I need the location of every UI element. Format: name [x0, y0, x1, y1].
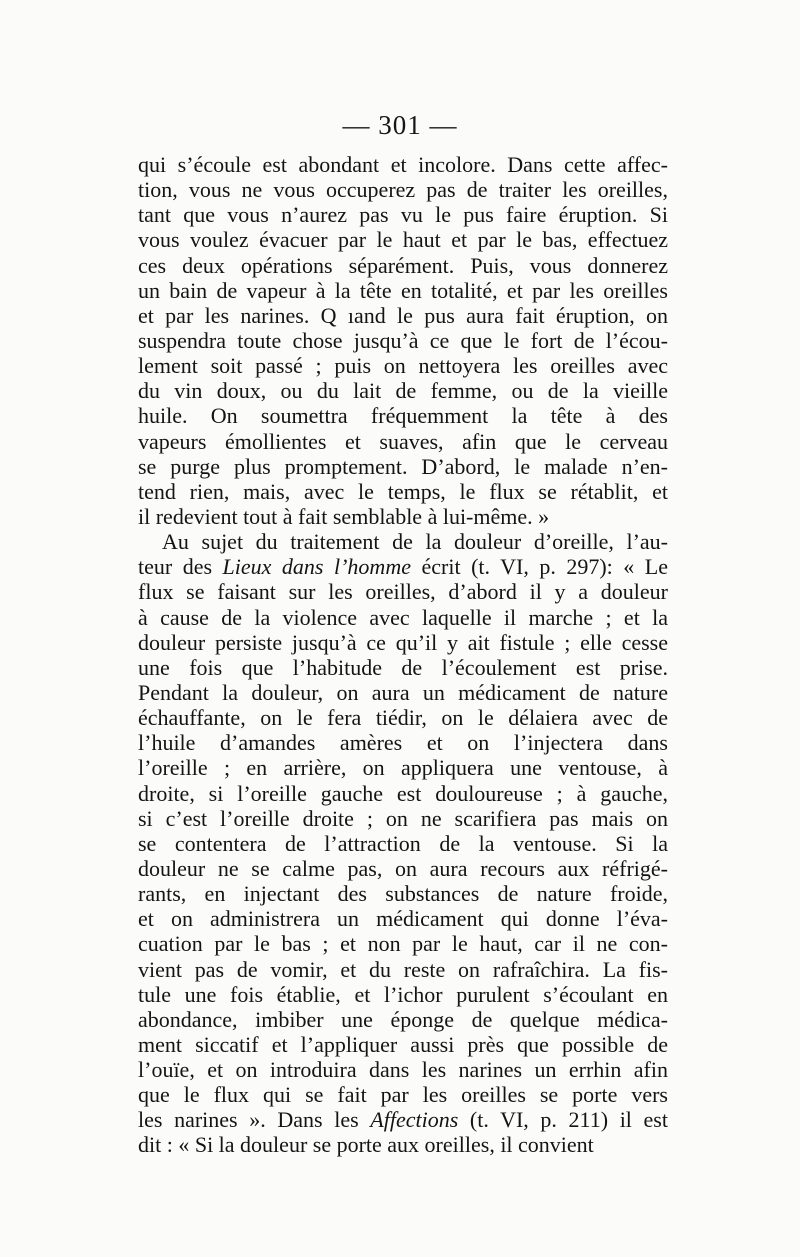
text-line — [138, 856, 668, 881]
text-line — [138, 931, 668, 956]
text-line — [138, 630, 668, 655]
text-segment: et on administrera un médicament qui donne l’éva- — [138, 906, 668, 932]
text-segment: douleur persiste jusqu’à ce qu’il y ait fistule ; elle cesse — [138, 629, 668, 655]
text-segment: tion, vous ne vous occuperez pas de traiter les oreilles, — [138, 177, 668, 203]
text-line — [138, 982, 668, 1007]
text-segment: à cause de la violence avec laquelle il marche ; et la — [138, 604, 668, 630]
text-line — [138, 906, 668, 931]
text-segment: vous voulez évacuer par le haut et par le bas, effectuez — [138, 227, 668, 253]
text-segment: lement soit passé ; puis on nettoyera les oreilles avec — [138, 353, 668, 379]
text-segment: se purge plus promptement. D’abord, le malade n’en- — [138, 453, 668, 479]
text-segment: l’oreille ; en arrière, on appliquera une ventouse, à — [138, 755, 668, 781]
italic-title: Affections — [370, 1107, 459, 1133]
text-segment: suspendra toute chose jusqu’à ce que le fort de l’écou- — [138, 327, 668, 353]
text-line — [138, 504, 668, 529]
text-segment: l’huile d’amandes amères et on l’injectera dans — [138, 730, 668, 756]
text-segment: abondance, imbiber une éponge de quelque médica- — [138, 1006, 668, 1032]
text-line — [138, 579, 668, 604]
text-line — [138, 529, 668, 554]
text-segment: Au sujet du traitement de la douleur d’oreille, l’au- — [162, 529, 668, 555]
text-segment: tant que vous n’aurez pas vu le pus faire éruption. Si — [138, 202, 668, 228]
text-segment: flux se faisant sur les oreilles, d’abord il y a douleur — [138, 579, 668, 605]
page-number: — 301 — — [342, 110, 458, 140]
text-line — [138, 1132, 668, 1157]
text-line — [138, 479, 668, 504]
text-line — [138, 429, 668, 454]
text-line — [138, 1082, 668, 1107]
text-segment: si c’est l’oreille droite ; on ne scarifiera pas mais on — [138, 805, 668, 831]
text-segment: cuation par le bas ; et non par le haut, car il ne con- — [138, 931, 668, 957]
text-line — [138, 1032, 668, 1057]
text-segment: que le flux qui se fait par les oreilles se porte vers — [138, 1082, 668, 1108]
text-segment: rants, en injectant des substances de nature froide, — [138, 881, 668, 907]
text-segment: un bain de vapeur à la tête en totalité, et par les oreilles — [138, 277, 668, 303]
text-segment: (t. VI, p. 211) il est — [458, 1107, 668, 1133]
text-line — [138, 1057, 668, 1082]
text-segment: dit : « Si la douleur se porte aux oreilles, il convient — [138, 1132, 594, 1158]
text-segment: ces deux opérations séparément. Puis, vous donnerez — [138, 252, 668, 278]
text-line — [138, 605, 668, 630]
text-line — [138, 454, 668, 479]
text-line — [138, 831, 668, 856]
text-segment: qui s’écoule est abondant et incolore. Dans cette affec- — [138, 152, 668, 177]
italic-title: Lieux dans l’homme — [222, 554, 411, 580]
text-line — [138, 253, 668, 278]
text-line — [138, 1007, 668, 1032]
text-line — [138, 781, 668, 806]
text-line — [138, 202, 668, 227]
text-line — [138, 554, 668, 579]
text-segment: ment siccatif et l’appliquer aussi près que possible de — [138, 1031, 668, 1057]
text-segment: Pendant la douleur, on aura un médicament de nature — [138, 679, 668, 705]
text-segment: vapeurs émollientes et suaves, afin que le cerveau — [138, 428, 668, 454]
text-segment: échauffante, on le fera tiédir, on le délaiera avec de — [138, 705, 668, 731]
text-segment: vient pas de vomir, et du reste on rafraîchira. La fis- — [138, 956, 668, 982]
text-line — [138, 303, 668, 328]
text-line — [138, 957, 668, 982]
text-line — [138, 755, 668, 780]
text-line — [138, 806, 668, 831]
text-segment: se contentera de l’attraction de la ventouse. Si la — [138, 830, 668, 856]
text-segment: du vin doux, ou du lait de femme, ou de la vieille — [138, 378, 668, 404]
text-segment: écrit (t. VI, p. 297): « Le — [410, 554, 669, 580]
text-segment: tule une fois établie, et l’ichor purulent s’écoulant en — [138, 981, 668, 1007]
text-segment: droite, si l’oreille gauche est douloureuse ; à gauche, — [138, 780, 668, 806]
text-line — [138, 328, 668, 353]
body-text — [138, 152, 668, 1158]
text-segment: les narines ». Dans les — [138, 1107, 371, 1133]
text-segment: tend rien, mais, avec le temps, le flux se rétablit, et — [138, 478, 668, 504]
text-line — [138, 378, 668, 403]
text-segment: teur des — [138, 554, 223, 580]
text-segment: et par les narines. Q ıand le pus aura fait éruption, on — [138, 302, 668, 328]
text-line — [138, 881, 668, 906]
text-line — [138, 227, 668, 252]
text-segment: douleur ne se calme pas, on aura recours aux réfrigé- — [138, 855, 668, 881]
text-line — [138, 152, 668, 177]
text-line — [138, 730, 668, 755]
text-line — [138, 353, 668, 378]
text-segment: une fois que l’habitude de l’écoulement est prise. — [138, 654, 668, 680]
text-line — [138, 278, 668, 303]
text-line — [138, 177, 668, 202]
text-line — [138, 680, 668, 705]
text-line — [138, 655, 668, 680]
text-line — [138, 705, 668, 730]
text-segment: huile. On soumettra fréquemment la tête à des — [138, 403, 668, 429]
text-line — [138, 403, 668, 428]
text-line — [138, 1107, 668, 1132]
text-segment: l’ouïe, et on introduira dans les narines un errhin afin — [138, 1057, 668, 1083]
text-segment: il redevient tout à fait semblable à lui-même. » — [138, 503, 550, 529]
